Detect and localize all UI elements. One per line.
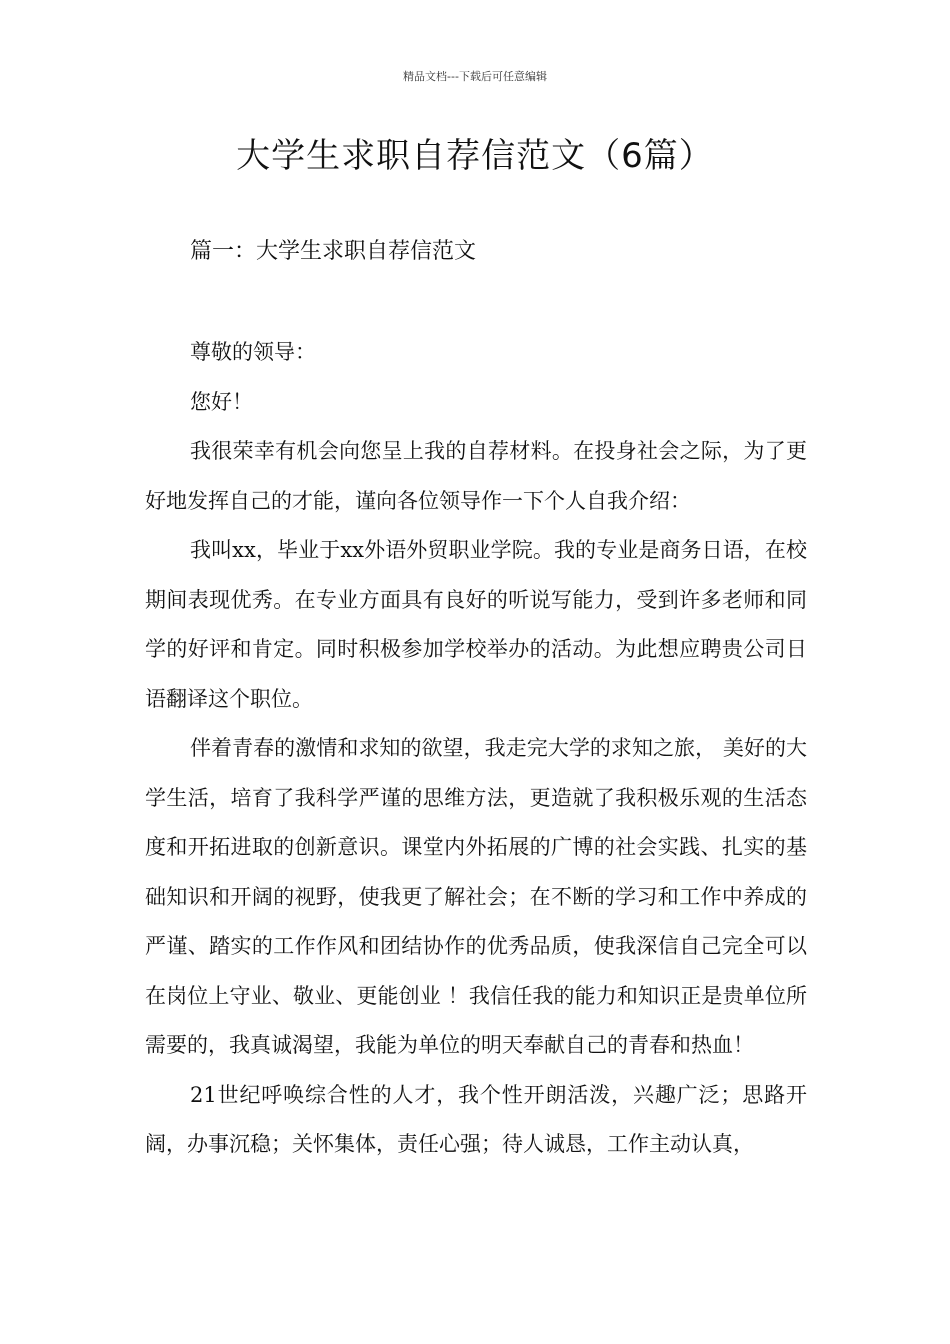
paragraph-education: 我叫xx，毕业于xx外语外贸职业学院。我的专业是商务日语，在校期间表现优秀。在专业方面具有良好的听说写能力，受到许多老师和同学的好评和肯定。同时积极参加学校举办的活动。为此想应聘贵公司日语翻译这个职位。 xyxy=(145,538,807,711)
letter-body xyxy=(145,328,807,1170)
header-note: 精品文档---下载后可任意编辑 xyxy=(403,70,547,83)
paragraph-university-life: 伴着青春的激情和求知的欲望，我走完大学的求知之旅， 美好的大学生活，培育了我科学严谨的思维方法，更造就了我积极乐观的生活态度和开拓进取的创新意识。课堂内外拓展的广博的社会实践、扎实的基础知识和开阔的视野，使我更了解社会；在不断的学习和工作中养成的严谨、踏实的工作作风和团结协作的优秀品质，使我深信自己完全可以在岗位上守业、敬业、更能创业 ！我信任我的能力和知识正是贵单位所需要的，我真诚渴望，我能为单位的明天奉献自己的青春和热血！ xyxy=(145,736,807,1057)
paragraph-intro: 我很荣幸有机会向您呈上我的自荐材料。在投身社会之际，为了更好地发挥自己的才能，谨向各位领导作一下个人自我介绍： xyxy=(145,439,807,513)
paragraph-personality: 21世纪呼唤综合性的人才，我个性开朗活泼，兴趣广泛；思路开阔，办事沉稳；关怀集体，责任心强；待人诚恳，工作主动认真， xyxy=(145,1082,807,1156)
salutation: 尊敬的领导： xyxy=(190,340,316,364)
chapter-heading: 篇一：大学生求职自荐信范文 xyxy=(190,239,477,264)
document-title: 大学生求职自荐信范文（6篇） xyxy=(236,136,714,176)
greeting: 您好！ xyxy=(190,389,253,414)
